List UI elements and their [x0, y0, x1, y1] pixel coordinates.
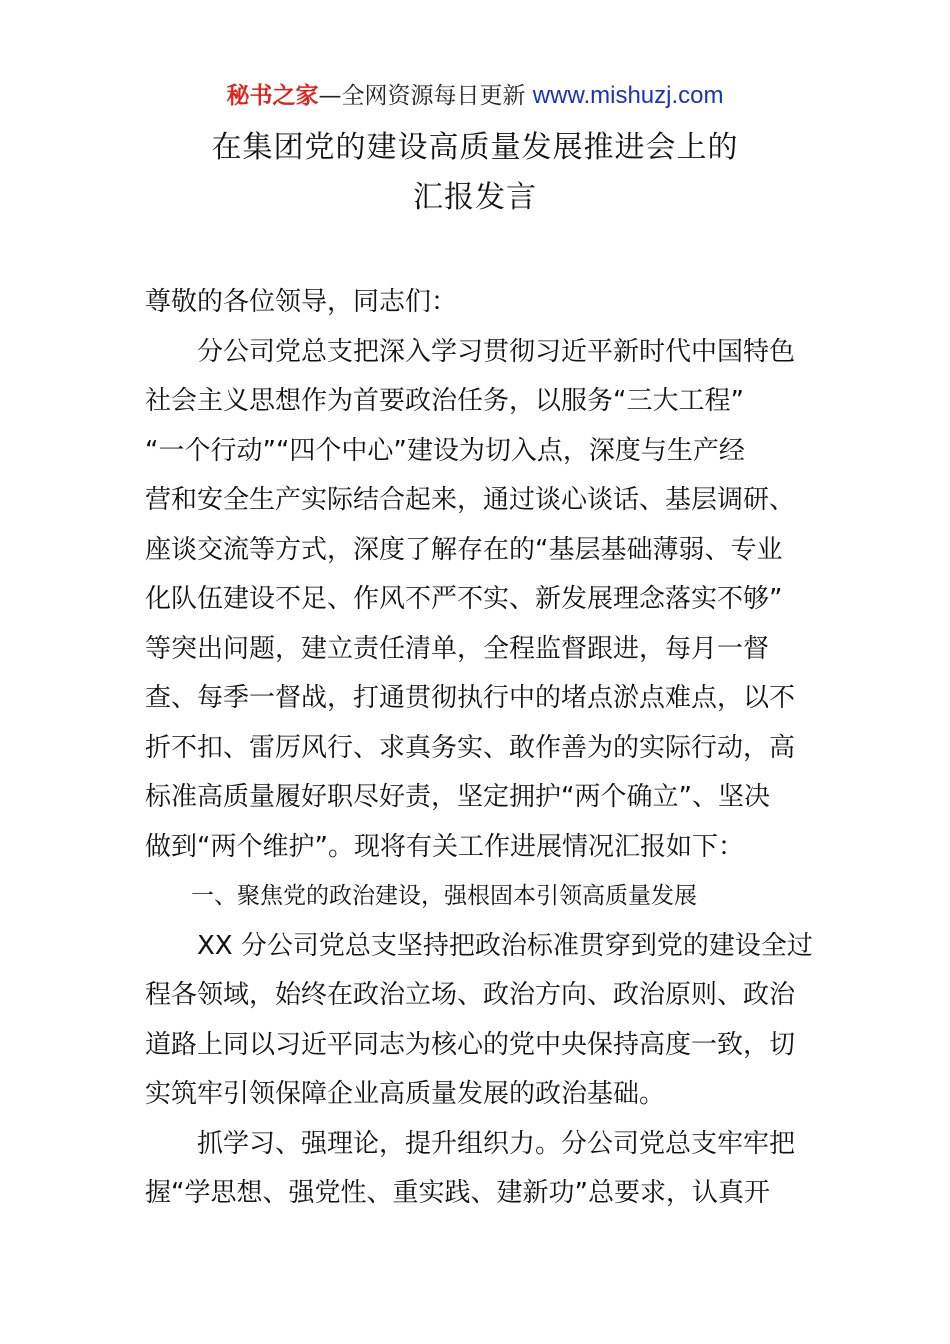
body-line: 尊敬的各位领导，同志们：	[145, 287, 458, 317]
document-title-line-1: 在集团党的建设高质量发展推进会上的	[211, 130, 739, 165]
body-line: 抓学习、强理论，提升组织力。分公司党总支牢牢把	[145, 1128, 796, 1159]
body-line: 查、每季一督战，打通贯彻执行中的堵点淤点难点，以不	[145, 683, 796, 713]
site-url-link[interactable]: www.mishuzj.com	[532, 82, 724, 109]
body-line: 折不扣、雷厉风行、求真务实、敢作善为的实际行动，高	[145, 732, 796, 763]
body-line: 握“学思想、强党性、重实践、建新功”总要求，认真开	[145, 1178, 770, 1208]
document-body	[145, 278, 825, 1219]
body-line: “一个行动”“四个中心”建设为切入点，深度与生产经	[145, 435, 745, 466]
document-title-line-2: 汇报发言	[413, 180, 537, 215]
body-line: 社会主义思想作为首要政治任务，以服务“三大工程”	[145, 386, 744, 416]
header-tagline: —全网资源每日更新	[318, 83, 533, 109]
section-heading: 一、聚焦党的政治建设，强根固本引领高质量发展	[145, 883, 697, 909]
site-header	[0, 80, 950, 112]
body-line: 化队伍建设不足、作风不严不实、新发展理念落实不够”	[145, 584, 783, 614]
body-line: 程各领域，始终在政治立场、政治方向、政治原则、政治	[145, 980, 796, 1010]
body-line: 座谈交流等方式，深度了解存在的“基层基础薄弱、专业	[145, 534, 783, 565]
brand-name: 秘书之家	[226, 83, 319, 109]
body-line: XX 分公司党总支坚持把政治标准贯穿到党的建设全过	[145, 930, 813, 961]
body-line: 分公司党总支把深入学习贯彻习近平新时代中国特色	[145, 336, 796, 367]
body-line: 等突出问题，建立责任清单，全程监督跟进，每月一督	[145, 633, 770, 664]
body-line: 做到“两个维护”。现将有关工作进展情况汇报如下：	[145, 831, 744, 862]
body-line: 营和安全生产实际结合起来，通过谈心谈话、基层调研、	[145, 485, 796, 515]
body-line: 道路上同以习近平同志为核心的党中央保持高度一致，切	[145, 1029, 796, 1060]
body-line: 实筑牢引领保障企业高质量发展的政治基础。	[145, 1079, 666, 1109]
body-line: 标准高质量履好职尽好责，坚定拥护“两个确立”、坚决	[145, 782, 770, 812]
